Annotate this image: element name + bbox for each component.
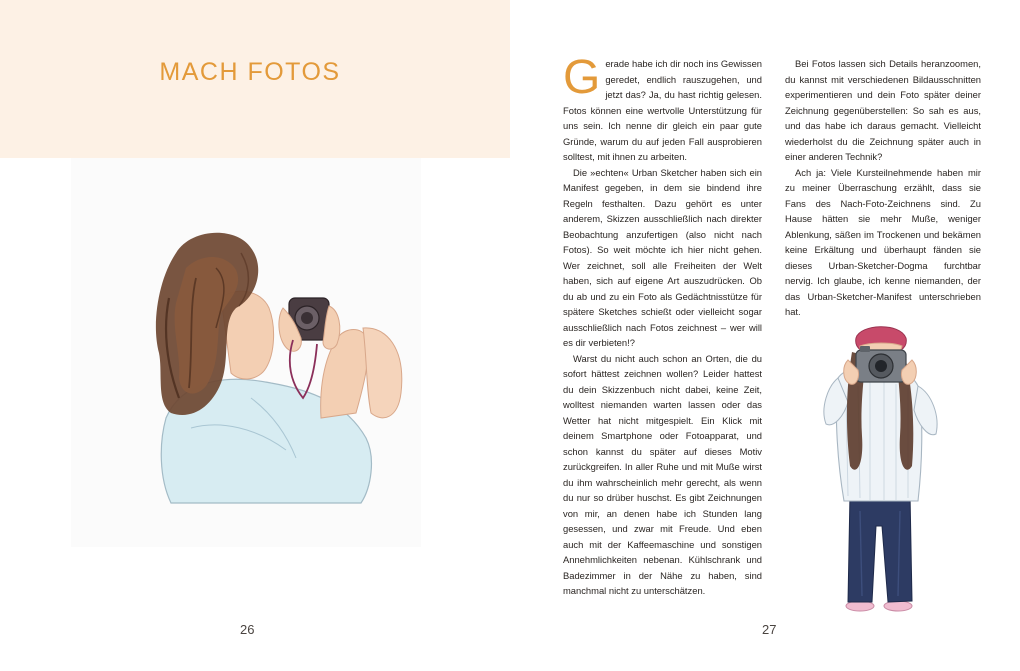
woman-with-camera-watercolor-icon	[71, 158, 421, 547]
drop-cap: G	[563, 51, 601, 104]
page-number-right: 27	[762, 622, 777, 637]
page-number-left: 26	[240, 622, 255, 637]
paragraph-1	[563, 51, 762, 165]
paragraph-3: Warst du nicht auch schon an Orten, die du sofort hättest zeichnen wollen? Leider hattest du dein Skizzenbuch nicht dabei, keine Zeit, wolltest niemanden warten lassen oder das Wetter hat nicht mitgespielt. Ein Klick mit deinem Smartphone oder Fotoapparat, und schon kannst du später auf dieses Motiv zurückgreifen. In aller Ruhe und mit Muße wirst du ihm wahrscheinlich mehr gerecht, als wenn du nur so drüber huschst. Es gibt Zeichnungen von mir, an denen habe ich Stunden lang gesessen, und zwar mit Freude. Und eben auch mit der Kaffeemaschine und sonstigen Annehmlichkeiten nebenan. Kühlschrank und Badezimmer in der Nähe zu haben, sind manchmal nicht zu unterschätzen.	[563, 352, 762, 596]
paragraph-4: Bei Fotos lassen sich Details heranzoomen, du kannst mit verschiedenen Bildausschnitten experimentieren und dein Foto später deiner Zeichnung gegenüberstellen: So sah es aus, und das habe ich daraus gemacht. Vielleicht wiederholst du die Zeichnung später auch in einer anderen Technik?	[785, 58, 981, 162]
child-with-camera-watercolor-icon	[800, 316, 950, 616]
paragraph-1-text: erade habe ich dir noch ins Gewissen geredet, endlich rauszugehen, und jetzt das? Ja, du hast richtig gelesen. Fotos können eine wertvolle Unterstützung für uns sein. Ich nenne dir gleich ein paar gute Gründe, warum du auf jeden Fall ausprobieren solltest, mit ihnen zu arbeiten.	[563, 58, 762, 162]
right-page	[510, 0, 1020, 671]
paragraph-5: Ach ja: Viele Kursteilnehmende haben mir zu meiner Überraschung erzählt, dass sie Fans des Nach-Foto-Zeichnens sind. Zu Hause hätten sie mehr Muße, weniger Ablenkung, säßen im Trockenen und bekämen keine Erkältung und überhaupt fänden sie dieses Urban-Sketcher-Dogma furchtbar nervig. Ich glaube, ich kenne niemanden, der das Urban-Sketcher-Manifest unterschrieben hat.	[785, 166, 981, 317]
chapter-title: MACH FOTOS	[159, 58, 341, 86]
text-column-1	[563, 51, 762, 599]
text-column-2	[785, 56, 981, 320]
paragraph-2: Die »echten« Urban Sketcher haben sich ein Manifest gegeben, in dem sie bindend ihre Regeln festhalten. Dazu gehört es unter anderem, Skizzen ausschließlich nach direkter Beobachtung anzufertigen (also nicht nach Fotos). So weit möchte ich hier nicht gehen. Wer zeichnet, soll alle Freiheiten der Welt haben, sich auf eigene Art auszudrücken. Ob du ab und zu ein Foto als Gedächtnisstütze für spätere Sketches schießt oder vielleicht sogar ausschließlich nach Fotos zeichnest – wer will es dir verbieten!?	[563, 166, 762, 348]
